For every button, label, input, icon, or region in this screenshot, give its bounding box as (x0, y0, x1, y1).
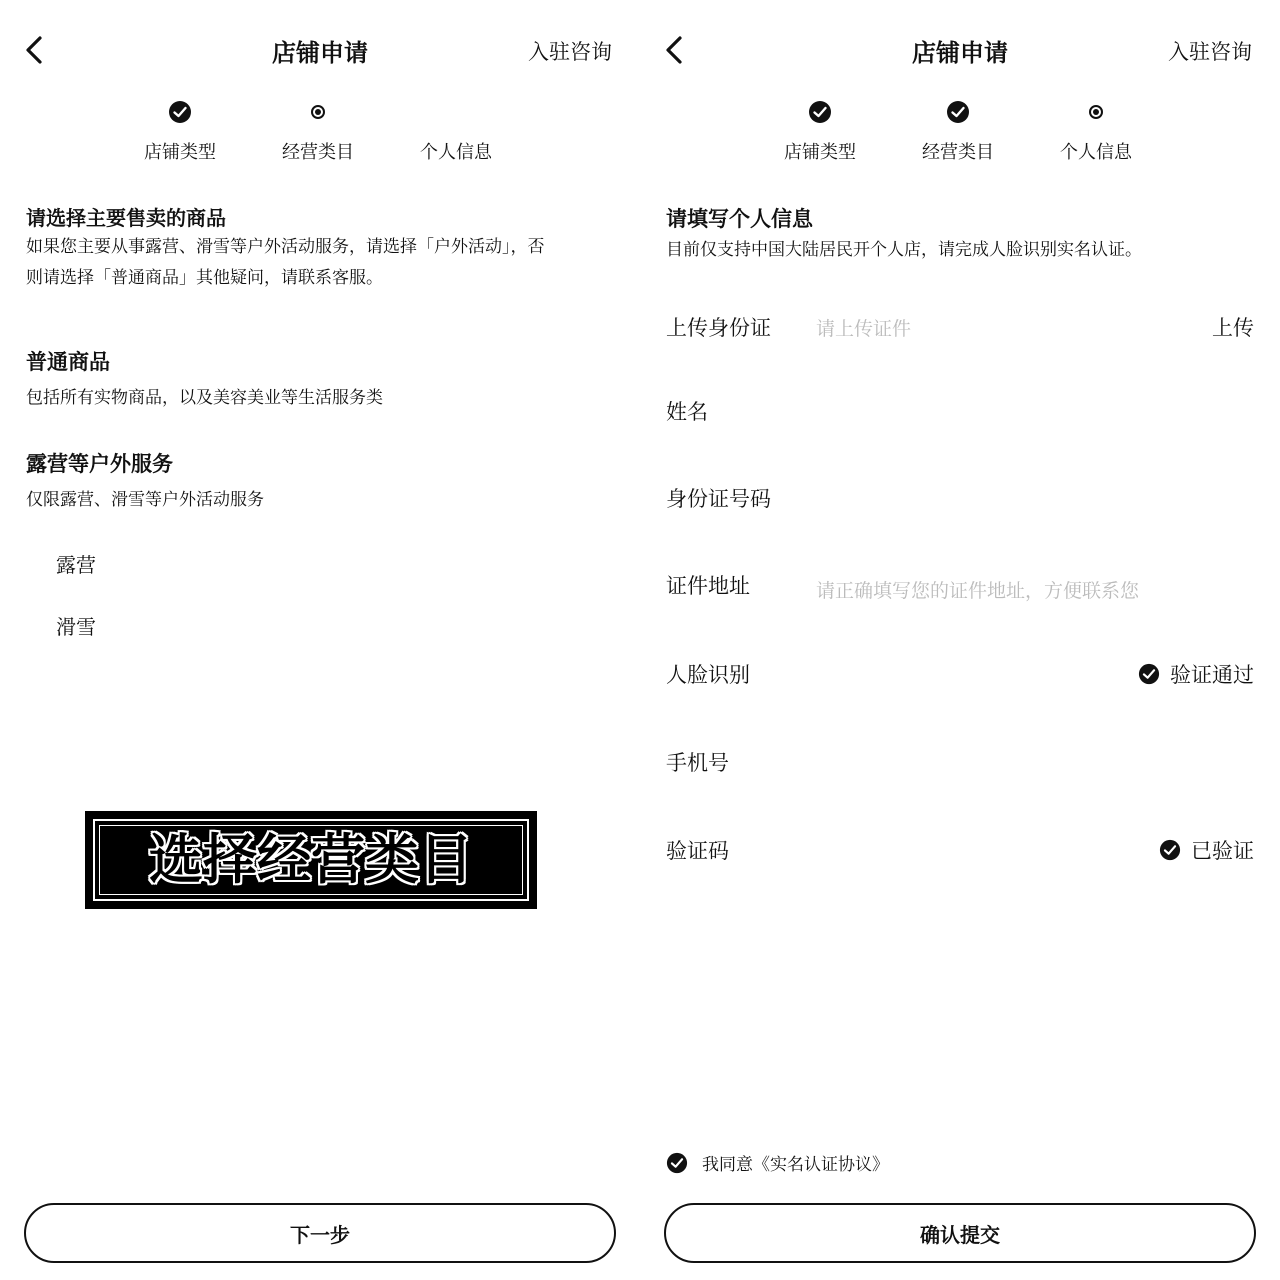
id-upload-placeholder: 请上传证件 (816, 318, 912, 340)
description-line: 如果您主要从事露营、滑雪等户外活动服务，请选择「户外活动」，否 (26, 237, 545, 257)
consult-link[interactable]: 入驻咨询 (528, 40, 612, 64)
face-recognition-label: 人脸识别 (666, 663, 750, 687)
step-label: 经营类目 (922, 142, 994, 163)
upload-button[interactable] (1212, 312, 1254, 342)
personal-info-screen (640, 0, 1280, 1280)
check-circle-icon (666, 1152, 688, 1174)
step-label: 经营类目 (282, 142, 354, 163)
face-status-text: 验证通过 (1170, 663, 1254, 687)
category-outdoor-title[interactable]: 露营等户外服务 (26, 452, 173, 476)
id-number-label: 身份证号码 (666, 487, 771, 511)
check-circle-icon (1159, 839, 1181, 861)
upload-label: 上传 (1212, 316, 1254, 340)
step-category (263, 98, 373, 164)
section-title: 请填写个人信息 (666, 207, 813, 231)
next-step-button[interactable]: 下一步 (24, 1203, 616, 1263)
step-personal-info (401, 98, 511, 164)
check-circle-icon (1138, 663, 1160, 685)
step-label: 个人信息 (420, 142, 492, 163)
section-description (26, 232, 545, 294)
check-circle-icon (168, 100, 192, 124)
section-title: 请选择主要售卖的商品 (26, 206, 226, 230)
step-label: 店铺类型 (784, 142, 856, 163)
address-label: 证件地址 (666, 574, 750, 598)
code-label: 验证码 (666, 839, 729, 863)
step-store-type (125, 98, 235, 164)
name-label: 姓名 (666, 400, 708, 424)
consult-link[interactable]: 入驻咨询 (1168, 40, 1252, 64)
step-label: 店铺类型 (144, 142, 216, 163)
sub-item-skiing[interactable]: 滑雪 (56, 615, 96, 639)
phone-label: 手机号 (666, 751, 729, 775)
face-status (1138, 659, 1254, 689)
check-circle-icon (946, 100, 970, 124)
page-title: 店铺申请 (912, 39, 1008, 67)
code-status-text: 已验证 (1191, 839, 1254, 863)
address-input[interactable]: 请正确填写您的证件地址，方便联系您 (816, 580, 1140, 602)
caption-text: 选择经营类目 (149, 828, 473, 891)
category-general-title[interactable]: 普通商品 (26, 350, 110, 374)
category-general-desc: 包括所有实物商品，以及美容美业等生活服务类 (26, 388, 383, 408)
step-label: 个人信息 (1060, 142, 1132, 163)
code-status (1159, 835, 1254, 865)
agreement-checkbox[interactable] (666, 1150, 889, 1175)
id-upload-label: 上传身份证 (666, 316, 771, 340)
page-title: 店铺申请 (272, 39, 368, 67)
submit-button[interactable]: 确认提交 (664, 1203, 1256, 1263)
caption-banner (85, 811, 537, 909)
current-step-dot-icon (1088, 104, 1104, 120)
agreement-text[interactable]: 我同意《实名认证协议》 (702, 1155, 889, 1175)
check-circle-icon (808, 100, 832, 124)
sub-item-camping[interactable]: 露营 (56, 553, 96, 577)
step-store-type (765, 98, 875, 164)
step-personal-info (1041, 98, 1151, 164)
section-description: 目前仅支持中国大陆居民开个人店，请完成人脸识别实名认证。 (666, 240, 1142, 260)
current-step-dot-icon (310, 104, 326, 120)
description-line: 则请选择「普通商品」其他疑问，请联系客服。 (26, 268, 383, 288)
category-outdoor-desc: 仅限露营、滑雪等户外活动服务 (26, 490, 264, 510)
step-category (903, 98, 1013, 164)
